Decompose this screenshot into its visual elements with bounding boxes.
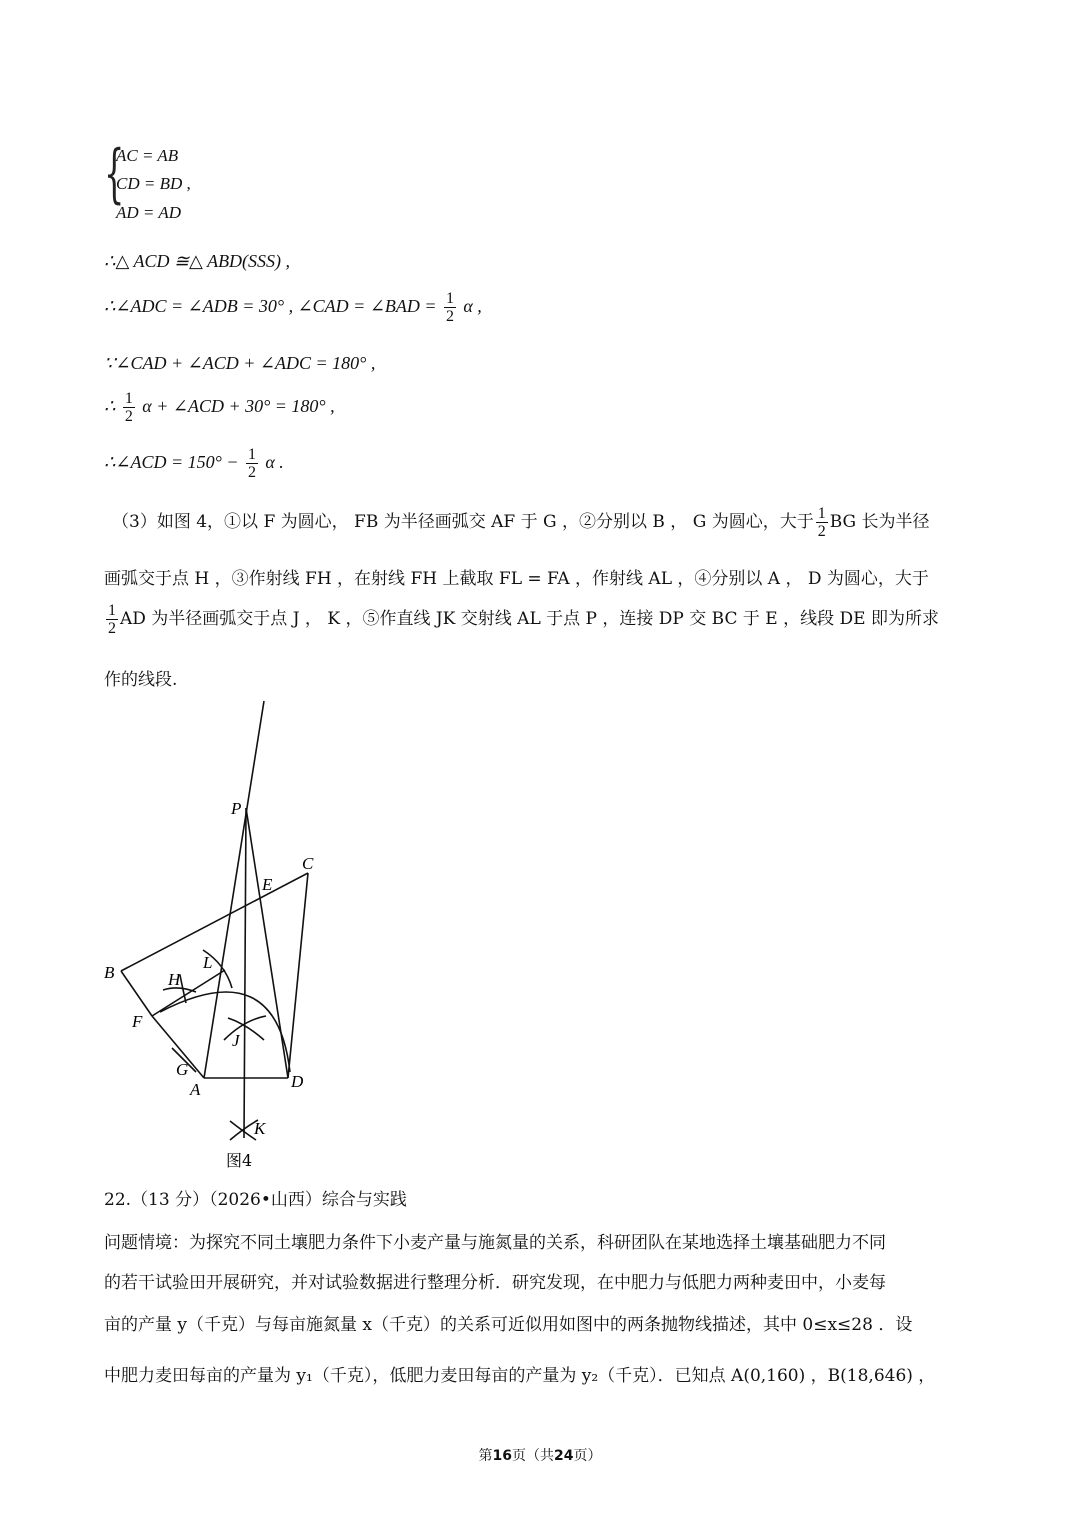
footer-mid: 页（共: [512, 1448, 554, 1464]
label-a: A: [190, 1080, 201, 1099]
system-row-1: AC = AB: [116, 146, 179, 165]
figure-caption: 图4: [226, 1151, 253, 1170]
proof-line-2-b: α ,: [463, 296, 482, 316]
frac-num: 1: [124, 390, 133, 407]
q22-line-2: 的若干试验田开展研究，并对试验数据进行整理分析．研究发现，在中肥力与低肥力两种麦田中，小麦每: [104, 1273, 886, 1293]
q22-line-3: 亩的产量 y（千克）与每亩施氮量 x（千克）的关系可近似用如图中的两条抛物线描述，其中 0≤x≤28 ．设: [104, 1315, 913, 1335]
proof-line-2-a: ∴∠ADC = ∠ADB = 30° , ∠CAD = ∠BAD =: [104, 296, 437, 316]
line-jk: [244, 808, 246, 1138]
q22-header: 22.（13 分）（2026•山西）综合与实践: [104, 1190, 407, 1210]
part3-line-4: 作的线段.: [104, 670, 178, 690]
page-number: 16: [492, 1448, 512, 1464]
q22-line-1: 问题情境：为探究不同土壤肥力条件下小麦产量与施氮量的关系，科研团队在某地选择土壤基础肥力不同: [104, 1233, 886, 1253]
label-k: K: [254, 1119, 266, 1138]
label-b: B: [104, 963, 115, 982]
proof-line-1: ∴△ ACD ≅△ ABD(SSS) ,: [104, 251, 291, 271]
frac-den: 2: [247, 464, 256, 481]
part3-p1: （3）如图 4，①以 F 为圆心， FB 为半径画弧交 AF 于 G ，②分别以 B ， G 为圆心，大于: [112, 512, 814, 532]
proof-line-3: ∵∠CAD + ∠ACD + ∠ADC = 180° ,: [104, 353, 376, 373]
label-c: C: [302, 854, 314, 873]
proof-line-5-a: ∴∠ACD = 150° −: [104, 452, 239, 472]
system-row-2-eq: CD = BD: [116, 174, 183, 193]
page-total: 24: [554, 1448, 574, 1464]
frac-num: 1: [445, 290, 454, 307]
label-g: G: [176, 1060, 189, 1079]
frac-num: 1: [817, 505, 826, 522]
proof-line-5-b: α .: [265, 452, 284, 472]
page-footer: [0, 1445, 1080, 1465]
label-p: P: [231, 799, 242, 818]
segment-cd: [288, 873, 308, 1078]
system-brace: {: [104, 137, 125, 211]
part3-p1-end: BG 长为半径: [829, 512, 930, 532]
label-h: H: [168, 970, 181, 989]
label-f: F: [132, 1012, 143, 1031]
system-row-2-suffix: ,: [182, 174, 191, 193]
frac-num: 1: [247, 446, 256, 463]
ray-al: [204, 701, 264, 1078]
segment-bf: [121, 971, 152, 1016]
footer-post: 页）: [573, 1448, 602, 1464]
q22-line-4: 中肥力麦田每亩的产量为 y₁（千克），低肥力麦田每亩的产量为 y₂（千克）．已知点 A(0,160) ，B(18,646) ，: [104, 1366, 936, 1386]
footer-pre: 第: [478, 1448, 493, 1464]
proof-line-4-a: ∴: [104, 396, 116, 416]
frac-den: 2: [108, 620, 116, 637]
system-row-3: AD = AD: [116, 203, 181, 222]
label-d: D: [291, 1072, 304, 1091]
label-j: J: [232, 1031, 240, 1050]
part3-p3: AD 为半径画弧交于点 J ， K ，⑤作直线 JK 交射线 AL 于点 P ，连接 DP 交 BC 于 E ，线段 DE 即为所求: [120, 609, 939, 629]
frac-den: 2: [124, 408, 133, 425]
frac-den: 2: [817, 523, 826, 540]
part3-line-2: 画弧交于点 H ，③作射线 FH ，在射线 FH 上截取 FL = FA ，作射线 AL ，④分别以 A ， D 为圆心，大于: [104, 569, 929, 589]
segment-bc: [121, 873, 308, 971]
label-e: E: [262, 875, 273, 894]
label-l: L: [203, 953, 213, 972]
frac-num: 1: [108, 602, 116, 619]
frac-den: 2: [445, 308, 454, 325]
proof-line-4-b: α + ∠ACD + 30° = 180° ,: [142, 396, 335, 416]
segment-pd: [246, 808, 288, 1078]
